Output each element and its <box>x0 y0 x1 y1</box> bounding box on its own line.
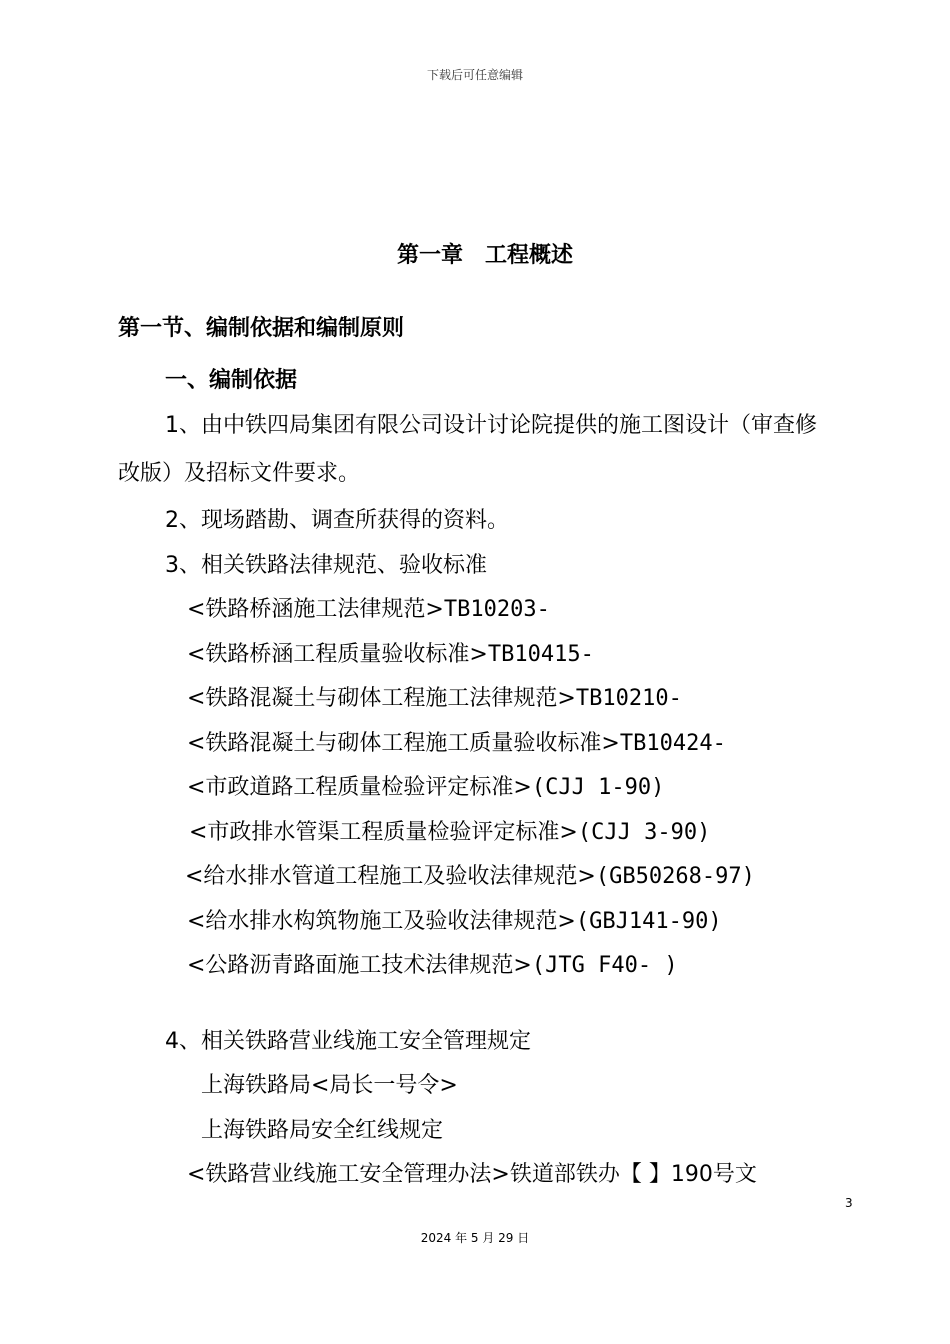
safety-rule-1: 上海铁路局<局长一号令> <box>201 1073 458 1098</box>
page-header: 下载后可任意编辑 <box>426 68 523 82</box>
standard-row <box>187 637 594 668</box>
safety-rule-2: 上海铁路局安全红线规定 <box>201 1118 444 1143</box>
standard-row <box>185 859 755 890</box>
standard-code: (JTG F40- ) <box>531 953 678 978</box>
item-4: 4、相关铁路营业线施工安全管理规定 <box>165 1029 531 1054</box>
standard-row <box>187 592 550 623</box>
standard-name: <铁路混凝土与砌体工程施工法律规范> <box>187 686 576 711</box>
standard-code: TB10203- <box>443 597 550 622</box>
page-number: 3 <box>845 1196 853 1210</box>
item-1-line-1: 1、由中铁四局集团有限公司设计讨论院提供的施工图设计（审查修 <box>165 413 817 438</box>
standard-name: <铁路桥涵工程质量验收标准> <box>187 642 488 667</box>
chapter-title <box>0 238 950 269</box>
footer-date: 2024 年 5 月 29 日 <box>420 1231 530 1245</box>
standard-code: (CJJ 3-90) <box>577 820 711 845</box>
standard-code: TB10210- <box>575 686 682 711</box>
standard-row <box>187 948 678 979</box>
standard-name: <铁路桥涵施工法律规范> <box>187 597 444 622</box>
item-3: 3、相关铁路法律规范、验收标准 <box>165 553 487 578</box>
standard-code: TB10415- <box>487 642 594 667</box>
standard-name: <市政道路工程质量检验评定标准> <box>187 775 532 800</box>
standard-name: <市政排水管渠工程质量检验评定标准> <box>189 820 578 845</box>
standard-code: TB10424- <box>619 731 726 756</box>
subsection-title: 一、编制依据 <box>165 368 298 393</box>
standard-row <box>187 770 664 801</box>
standard-code: (GBJ141-90) <box>575 909 722 934</box>
section-title: 第一节、编制依据和编制原则 <box>118 316 405 341</box>
standard-name: <给水排水管道工程施工及验收法律规范> <box>185 864 596 889</box>
item-1-line-2: 改版）及招标文件要求。 <box>118 461 361 486</box>
standard-row <box>187 904 722 935</box>
standard-row <box>187 726 726 757</box>
standard-row <box>189 815 710 846</box>
standard-code: (CJJ 1-90) <box>531 775 665 800</box>
safety-rule-3: <铁路营业线施工安全管理办法>铁道部铁办【 】190号文 <box>187 1162 757 1187</box>
chapter-name: 工程概述 <box>485 243 574 268</box>
standard-code: (GB50268-97) <box>595 864 755 889</box>
standard-name: <给水排水构筑物施工及验收法律规范> <box>187 909 576 934</box>
item-2: 2、现场踏勘、调查所获得的资料。 <box>165 508 509 533</box>
chapter-number: 第一章 <box>396 243 463 268</box>
standard-row <box>187 681 682 712</box>
standard-name: <公路沥青路面施工技术法律规范> <box>187 953 532 978</box>
standard-name: <铁路混凝土与砌体工程施工质量验收标准> <box>187 731 620 756</box>
